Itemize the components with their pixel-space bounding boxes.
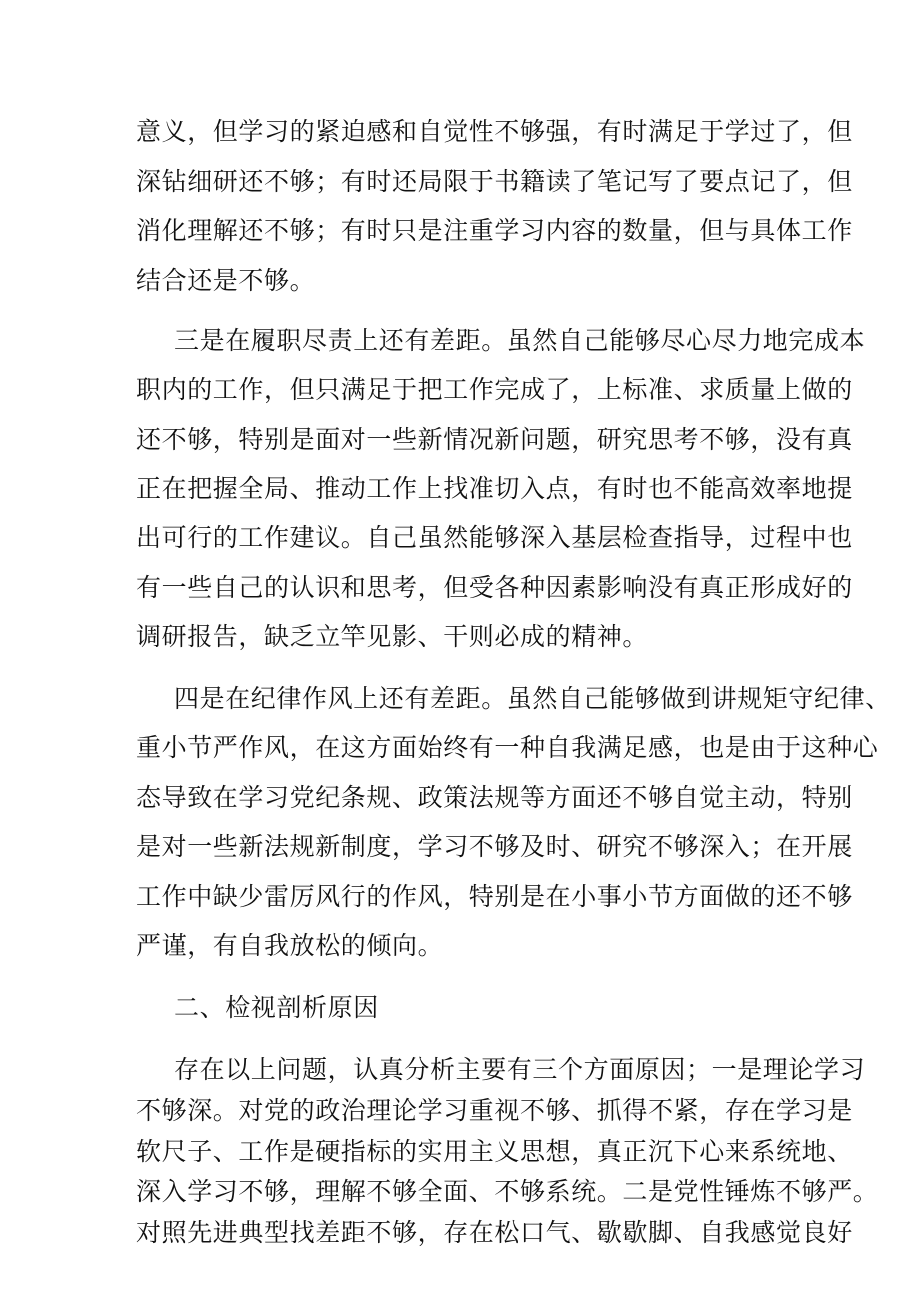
text-line: 职内的工作，但只满足于把工作完成了，上标准、求质量上做的 <box>136 375 853 404</box>
text-line: 是对一些新法规新制度，学习不够及时、研究不够深入；在开展 <box>136 832 853 861</box>
paragraph-first-line: 四是在纪律作风上还有差距。虽然自己能够做到讲规矩守纪律、 <box>174 684 891 713</box>
text-line: 软尺子、工作是硬指标的实用主义思想，真正沉下心来系统地、 <box>136 1137 853 1166</box>
text-line: 不够深。对党的政治理论学习重视不够、抓得不紧，存在学习是 <box>136 1096 853 1125</box>
text-line: 严谨，有自我放松的倾向。 <box>136 931 444 960</box>
text-line: 深钻细研还不够；有时还局限于书籍读了笔记写了要点记了，但 <box>136 167 853 196</box>
text-line: 调研报告，缺乏立竿见影、干则必成的精神。 <box>136 622 649 651</box>
paragraph-first-line: 存在以上问题，认真分析主要有三个方面原因；一是理论学习 <box>174 1055 866 1084</box>
text-line: 意义，但学习的紧迫感和自觉性不够强，有时满足于学过了，但 <box>136 117 853 146</box>
text-line: 还不够，特别是面对一些新情况新问题，研究思考不够，没有真 <box>136 425 853 454</box>
text-line: 对照先进典型找差距不够，存在松口气、歇歇脚、自我感觉良好 <box>136 1218 853 1247</box>
text-line: 重小节严作风，在这方面始终有一种自我满足感，也是由于这种心 <box>136 733 879 762</box>
section-heading: 二、检视剖析原因 <box>174 993 379 1022</box>
text-line: 深入学习不够，理解不够全面、不够系统。二是党性锤炼不够严。 <box>136 1177 879 1206</box>
paragraph-first-line: 三是在履职尽责上还有差距。虽然自己能够尽心尽力地完成本 <box>174 326 866 355</box>
text-line: 态导致在学习党纪条规、政策法规等方面还不够自觉主动，特别 <box>136 783 853 812</box>
text-line: 有一些自己的认识和思考，但受各种因素影响没有真正形成好的 <box>136 573 853 602</box>
text-line: 结合还是不够。 <box>136 266 316 295</box>
text-line: 消化理解还不够；有时只是注重学习内容的数量，但与具体工作 <box>136 216 853 245</box>
text-line: 工作中缺少雷厉风行的作风，特别是在小事小节方面做的还不够 <box>136 882 853 911</box>
text-line: 出可行的工作建议。自己虽然能够深入基层检查指导，过程中也 <box>136 523 853 552</box>
text-line: 正在把握全局、推动工作上找准切入点，有时也不能高效率地提 <box>136 474 853 503</box>
